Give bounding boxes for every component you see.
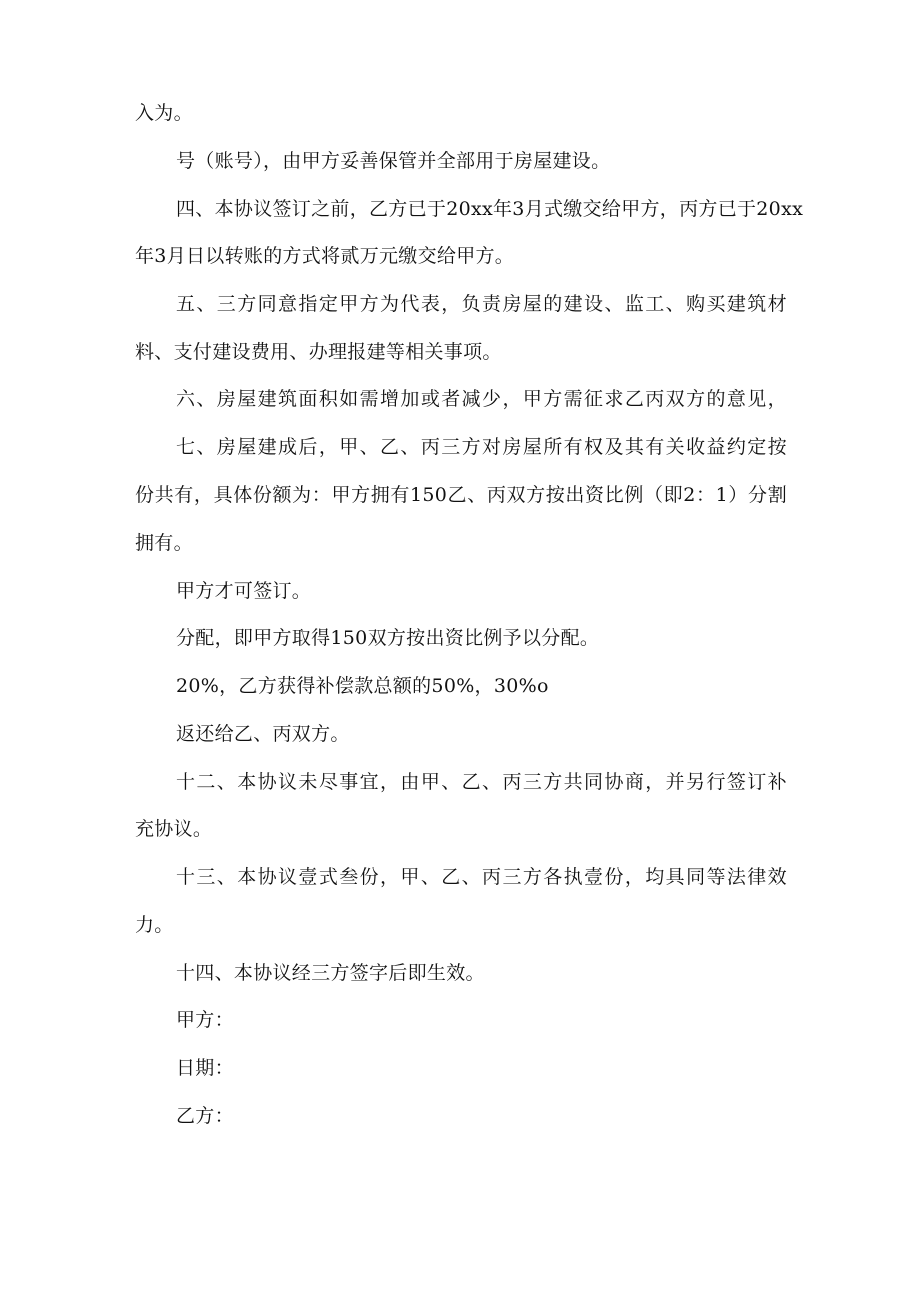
text-line: 份共有，具体份额为：甲方拥有150乙、丙双方按出资比例（即2：1）分割 xyxy=(135,484,787,506)
text-line: 返还给乙、丙双方。 xyxy=(176,723,350,745)
text-line: 力。 xyxy=(135,914,174,936)
text-line: 号（账号），由甲方妥善保管并全部用于房屋建设。 xyxy=(176,150,611,172)
text-line: 十三、本协议壹式叁份，甲、乙、丙三方各执壹份，均具同等法律效 xyxy=(176,866,787,888)
text-line: 甲方才可签订。 xyxy=(176,580,312,602)
text-line: 六、房屋建筑面积如需增加或者减少，甲方需征求乙丙双方的意见， xyxy=(176,388,787,410)
text-line: 入为。 xyxy=(135,102,193,124)
text-line: 分配，即甲方取得150双方按出资比例予以分配。 xyxy=(176,627,600,649)
signature-label-party-a: 甲方： xyxy=(176,1009,234,1031)
text-line: 料、支付建设费用、办理报建等相关事项。 xyxy=(135,341,502,363)
text-line: 20%，乙方获得补偿款总额的50%，30%o xyxy=(176,675,549,697)
text-line: 七、房屋建成后，甲、乙、丙三方对房屋所有权及其有关收益约定按 xyxy=(176,436,787,458)
text-line: 十二、本协议未尽事宜，由甲、乙、丙三方共同协商，并另行签订补 xyxy=(176,771,787,793)
text-line: 拥有。 xyxy=(135,532,193,554)
date-label: 日期： xyxy=(176,1057,234,1079)
text-line: 年3月日以转账的方式将贰万元缴交给甲方。 xyxy=(135,245,515,267)
signature-label-party-b: 乙方： xyxy=(176,1105,234,1127)
text-line: 四、本协议签订之前，乙方已于20xx年3月式缴交给甲方，丙方已于20xx xyxy=(176,198,804,220)
text-line: 十四、本协议经三方签字后即生效。 xyxy=(176,962,485,984)
text-line: 五、三方同意指定甲方为代表，负责房屋的建设、监工、购买建筑材 xyxy=(176,293,787,315)
text-line: 充协议。 xyxy=(135,818,213,840)
